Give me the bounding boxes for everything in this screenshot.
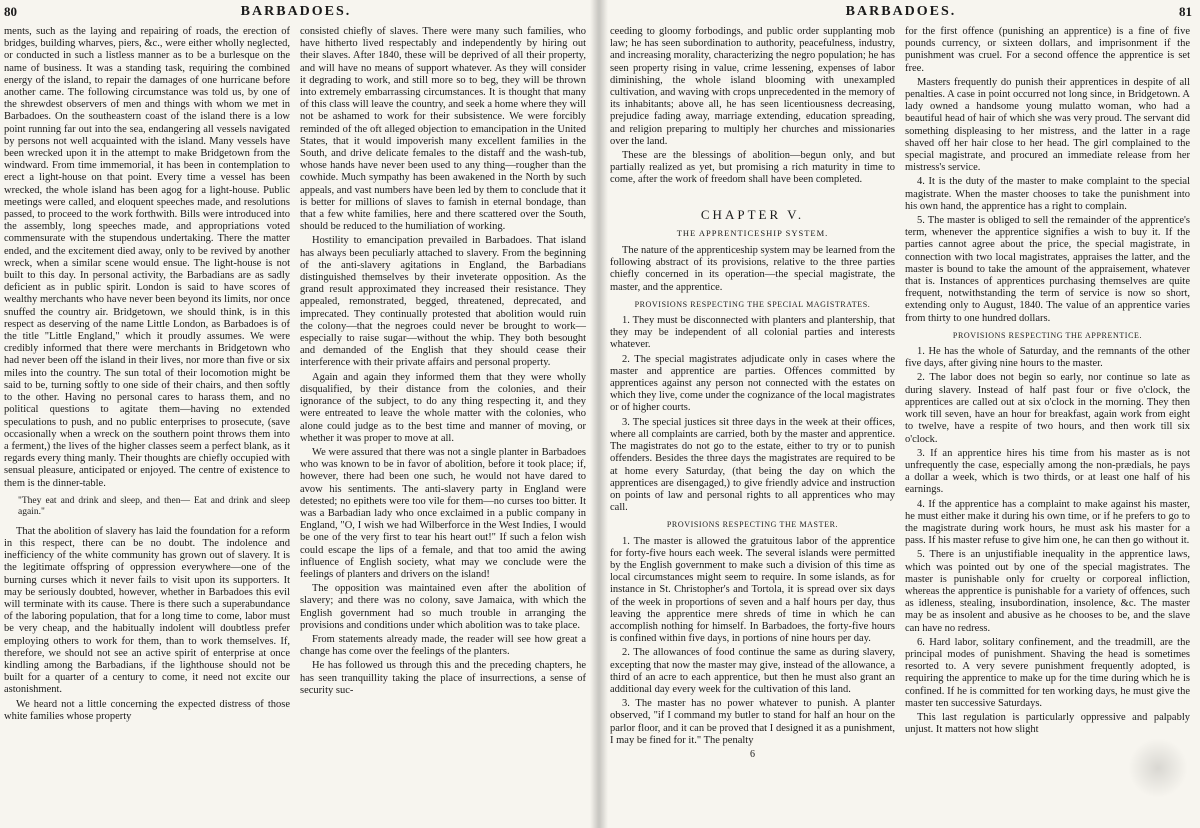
right-columns — [610, 26, 1192, 761]
list-item: 4. If the apprentice has a complaint to make against his master, he must either make it during his own time, or if he prefers to go to the magistrate during work hours, he must ask his master for a pass. If his master refuse to give him one, he can then go without it. — [905, 498, 1190, 547]
paragraph: Masters frequently do punish their apprentices in despite of all penalties. A case in point occurred not long since, in Bridgetown. A lady owned a handsome young mulatto woman, who had a beautiful head of hair of which she was very proud. The servant did something displeasing to her mistress, and the latter in a rage shaved off her hair close to her head. The girl complained to the special magistrate, and procured an immediate release from her mistress's service. — [905, 76, 1190, 174]
left-column-2 — [300, 26, 586, 725]
list-item: 5. The master is obliged to sell the remainder of the apprentice's term, whenever the apprentice signifies a wish to buy it. If the parties cannot agree about the price, the special magistrate, in connection with two local magistrates, appraises the latter, and the master is bound to take the amount of the appraisement, whatever that is. Instances of apprentices purchasing themselves are quite frequent, notwithstanding the term of service is now so short, extending only to August, 1840. The value of an apprentice varies from thirty to one hundred dollars. — [905, 215, 1190, 324]
left-column-1 — [4, 26, 290, 725]
paragraph: Again and again they informed them that they were wholly disqualified, by their distance from the colonies, and their ignorance of the subject, to do any thing respecting it, and they were entreated to leave the whole matter with the colonies, who alone could judge as to the best time and manner of moving, or whether it was proper to move at all. — [300, 371, 586, 444]
list-item: 2. The special magistrates adjudicate only in cases where the master and apprentice are parties. Offences committed by apprentices against any person not connected with the estates on which they live, come under the cognizance of the local magistrates or of higher courts. — [610, 353, 895, 414]
left-running-head-title: BARBADOES. — [240, 4, 352, 19]
right-column-1 — [610, 26, 895, 761]
paragraph: for the first offence (punishing an apprentice) is a fine of five pounds currency, or sixteen dollars, and imprisonment if the punishment was cruel. For a second offence the apprentice is set free. — [905, 26, 1190, 74]
section-heading-magistrates: PROVISIONS RESPECTING THE SPECIAL MAGISTRATES. — [634, 299, 871, 309]
list-item: 1. The master is allowed the gratuitous labor of the apprentice for forty-five hours each week. The several islands were permitted by the English government to make such a division of this time as local circumstances might seem to require. In some islands, as for instance in St. Christopher's and Tortola, it is spread over six days of the week in proportions of seven and a half hours per day, thus leaving the apprentice mere shreds of time in which he can accomplish nothing for himself. In Barbadoes, the forty-five hours is confined within five days, in portions of nine hours per day. — [610, 535, 895, 645]
list-item: 3. The special justices sit three days in the week at their offices, where all complaints are carried, both by the master and apprentice. The magistrates do not go to the estate, either to try or to punish offenders. Besides the three days the magistrates are required to be at home every Saturday, (that being the day on which the apprentices are disengaged,) to give friendly advice and instruction on points of law and personal rights to all apprentices who may call. — [610, 416, 895, 514]
paragraph: These are the blessings of abolition—begun only, and but partially realized as yet, but promising a rich maturity in time to come, after the work of freedom shall have been completed. — [610, 150, 895, 186]
right-running-head-title: BARBADOES. — [845, 4, 957, 19]
list-item: 2. The allowances of food continue the same as during slavery, excepting that now the master may give, instead of the allowance, a third of an acre to each apprentice, but then he must also grant an additional day every week for the cultivation of this land. — [610, 647, 895, 695]
paragraph: We were assured that there was not a single planter in Barbadoes who was known to be in favor of abolition, before it took place; if, however, there had been one such, he would not have dared to avow his sentiments. The anti-slavery party in England were detested; no epithets were too vile for them—no curses too bitter. It was a Barbadian lady who once exclaimed in a public company in England, "O, I wish we had Wilberforce in the West Indies, I would be one of the very first to tear his heart out!" If such a felon wish could escape the lips of a female, and that too amid the awing influence of English society, what may we conclude were the feelings of planters and drivers on the island! — [300, 446, 586, 580]
list-item: 2. The labor does not begin so early, nor continue so late as during slavery. Instead of half past four or five o'clock, the apprentices are called out at six o'clock in the morning. They then work till seven, have an hour for breakfast, again work from eight to twelve, have a respite of two hours, and then work till six o'clock. — [905, 372, 1190, 445]
chapter-title: CHAPTER V. — [700, 206, 805, 222]
left-running-head — [4, 4, 588, 26]
paragraph: ments, such as the laying and repairing of roads, the erection of bridges, building wharves, piers, &c., were either wholly neglected, or conducted in such a listless manner as to be a burlesque on the name of business. It was a standing task, requiring the combined energy of the island, to repair the damages of one hurricane before another came. The following circumstance was told us, by one of the shrewdest observers of men and things with whom we met in Barbadoes. On the southeastern coast of the island there is a low point running far out into the sea, endangering all vessels navigated by persons not well acquainted with the island. Many vessels have been wrecked upon it in the attempt to make Bridgetown from the windward. From time immemorial, it has been in contemplation to erect a light-house on that point. Every time a vessel has been wrecked, the whole island has been agog for a light-house. Public meetings were called, and eloquent speeches made, and resolutions passed, to proceed to the work forthwith. Bills were introduced into the assembly, long speeches made, and appropriations voted commensurate with the stupendous undertaking. There the matter ended, and the excitement died away, only to be revived by another wreck, when a similar scene would ensue. The light-house is not built to this day. In personal activity, the Barbadians are as sadly deficient as in public spirit. London is said to have scores of wealthy merchants who have never been beyond its limits, nor once snuffed the country air. Bridgetown, we should think, is in this respect as deserving of the name Little London, as Barbadoes is of the title "Little England," which it proudly assumes. We were credibly informed that there were merchants in Bridgetown who had never been off the island in their lives, nor more than five or six miles into the country. The sun total of their locomotion might be said to be, turning softly to one side of their chairs, and then softly to the other. Having no personal cares to harass them, and no political questions to agitate them—having no extended speculations to push, and no public enterprises to prosecute, (save occasionally when a wreck on the southern point throws them into a ferment,) the lives of the higher classes seem a perfect blank, as it regards every thing manly. Their thoughts are chiefly occupied with sensual pleasure, anticipated or enjoyed. The centre of existence to them is the dinner-table. — [4, 26, 290, 489]
left-page — [0, 0, 596, 828]
paragraph: ceeding to gloomy forbodings, and public order supplanting mob law; he has seen subordination to authority, peacefulness, industry, and increasing morality, characterizing the negro population; he has seen property rising in value, crime lessening, expenses of labor diminishing, the whole island blooming with unexampled cultivation, and waving with crops unprecedented in the memory of its inhabitants; above all, he has seen licentiousness decreasing, prejudice fading away, marriage extending, education spreading, and religion preparing to multiply her churches and missionaries over the land. — [610, 26, 895, 147]
list-item: 1. They must be disconnected with planters and plantership, that they may be independent of all colonial parties and interests whatever. — [610, 315, 895, 351]
paragraph: consisted chiefly of slaves. There were many such families, who have hitherto lived respectably and independently by hiring out their slaves. After 1840, these will be deprived of all their property, and will have no means of support whatever. As they will consider it degrading to work, and still more so to beg, they will be thrown into extremely embarrassing circumstances. It is thought that many of this class will leave the country, and seek a home where they will not be ashamed to work for their subsistence. We were forcibly reminded of the oft alleged objection to emancipation in the United States, that it would impoverish many excellent families in the South, and drive delicate females to the distaff and the wash-tub, whose hands have never been used to any thing—rougher than the cowhide. Much sympathy has been awakened in the North by such appeals, and vast numbers have been led by them to conclude that it is better for millions of slaves to famish in eternal bondage, than that a few white families, here and there scattered over the South, should be reduced to the humiliation of working. — [300, 26, 586, 233]
section-heading-apprentice: PROVISIONS RESPECTING THE APPRENTICE. — [952, 330, 1143, 340]
left-columns — [4, 26, 588, 725]
chapter-subtitle: THE APPRENTICESHIP SYSTEM. — [676, 227, 829, 238]
section-heading-master: PROVISIONS RESPECTING THE MASTER. — [666, 520, 839, 530]
paragraph: From statements already made, the reader will see how great a change has come over the feelings of the planters. — [300, 633, 586, 658]
list-item: 3. The master has no power whatever to punish. A planter observed, "if I command my butler to stand for half an hour on the parlor floor, and it can be proved that I designed it as a punishment, I may be fined for it." The penalty — [610, 698, 895, 746]
list-item: 6. Hard labor, solitary confinement, and the treadmill, are the principal modes of punishment. Shaving the head is sometimes resorted to. A very severe punishment frequently adopted, is requiring the apprentice to make up for the time during which he is confined. If he is committed for ten working days, he must give the master ten successive Saturdays. — [905, 636, 1190, 709]
paragraph: We heard not a little concerning the expected distress of those white families whose property — [4, 698, 290, 722]
paragraph: Hostility to emancipation prevailed in Barbadoes. That island has always been peculiarly attached to slavery. From the beginning of the anti-slavery agitations in England, the Barbadians distinguished themselves by their inveterate opposition. As the grand result approximated they increased their resistance. They appealed, remonstrated, begged, threatened, deprecated, and imprecated. They continually protested that abolition would ruin the colony—that the negroes could never be brought to work—especially to raise sugar—without the whip. They both besought and demanded of the English that they should cease their interference with their private affairs and personal property. — [300, 235, 586, 369]
right-column-2 — [905, 26, 1190, 761]
list-item: 4. It is the duty of the master to make complaint to the special magistrate. When the master chooses to take the punishment into his own hand, the apprentice has a right to complain. — [905, 176, 1190, 212]
right-page-number: 81 — [1179, 4, 1192, 19]
paragraph: This last regulation is particularly oppressive and palpably unjust. It matters not how slight — [905, 711, 1190, 736]
paragraph: The nature of the apprenticeship system may be learned from the following abstract of its provisions, relative to the three parties chiefly concerned in its operation—the special magistrate, the master, and the apprentice. — [610, 245, 895, 293]
paragraph: He has followed us through this and the preceding chapters, he has seen tranquillity taking the place of insurrections, a sense of security suc- — [300, 660, 586, 696]
signature-mark: 6 — [750, 748, 755, 760]
list-item: 1. He has the whole of Saturday, and the remnants of the other five days, after giving nine hours to the master. — [905, 346, 1190, 370]
paragraph: That the abolition of slavery has laid the foundation for a reform in this respect, there can be no doubt. The indolence and inefficiency of the white community has grown out of slavery. It is the legitimate offspring of oppression everywhere—one of the burning curses which it never fails to visit upon its supporters. It may be seriously doubted, however, whether in Barbadoes this evil will terminate with its cause. There is there such a superabundance of the laboring population, that for a long time to come, labor must be very cheap, and the habitually indolent will doubtless prefer employing others to work for them, than to work themselves. If, therefore, we should not see an active spirit of enterprise at once kindling among the Barbadians, if the lighthouse should not be built for a quarter of a century to come, it need not excite our astonishment. — [4, 525, 290, 696]
right-running-head — [610, 4, 1192, 26]
right-page — [596, 0, 1200, 828]
left-page-number: 80 — [4, 4, 17, 19]
paragraph: The opposition was maintained even after the abolition of slavery; and there was no colony, save Jamaica, with which the English government had so much trouble in arranging the provisions and conditions under which abolition was to take place. — [300, 583, 586, 631]
list-item: 3. If an apprentice hires his time from his master as is not unfrequently the case, especially among the non-prædials, he pays a dollar a week, which is two thirds, or at least one half of his earnings. — [905, 447, 1190, 496]
quotation: "They eat and drink and sleep, and then— Eat and drink and sleep again." — [18, 495, 290, 517]
list-item: 5. There is an unjustifiable inequality in the apprentice laws, which was pointed out by one of the special magistrates. The master is punishable only for cruelty or corporeal infliction, whereas the apprentice is punishable for a variety of offences, such as idleness, stealing, insubordination, insolence, &c. The master may be as insolent and abusive as he chooses to be, and the slave can have no redress. — [905, 549, 1190, 634]
